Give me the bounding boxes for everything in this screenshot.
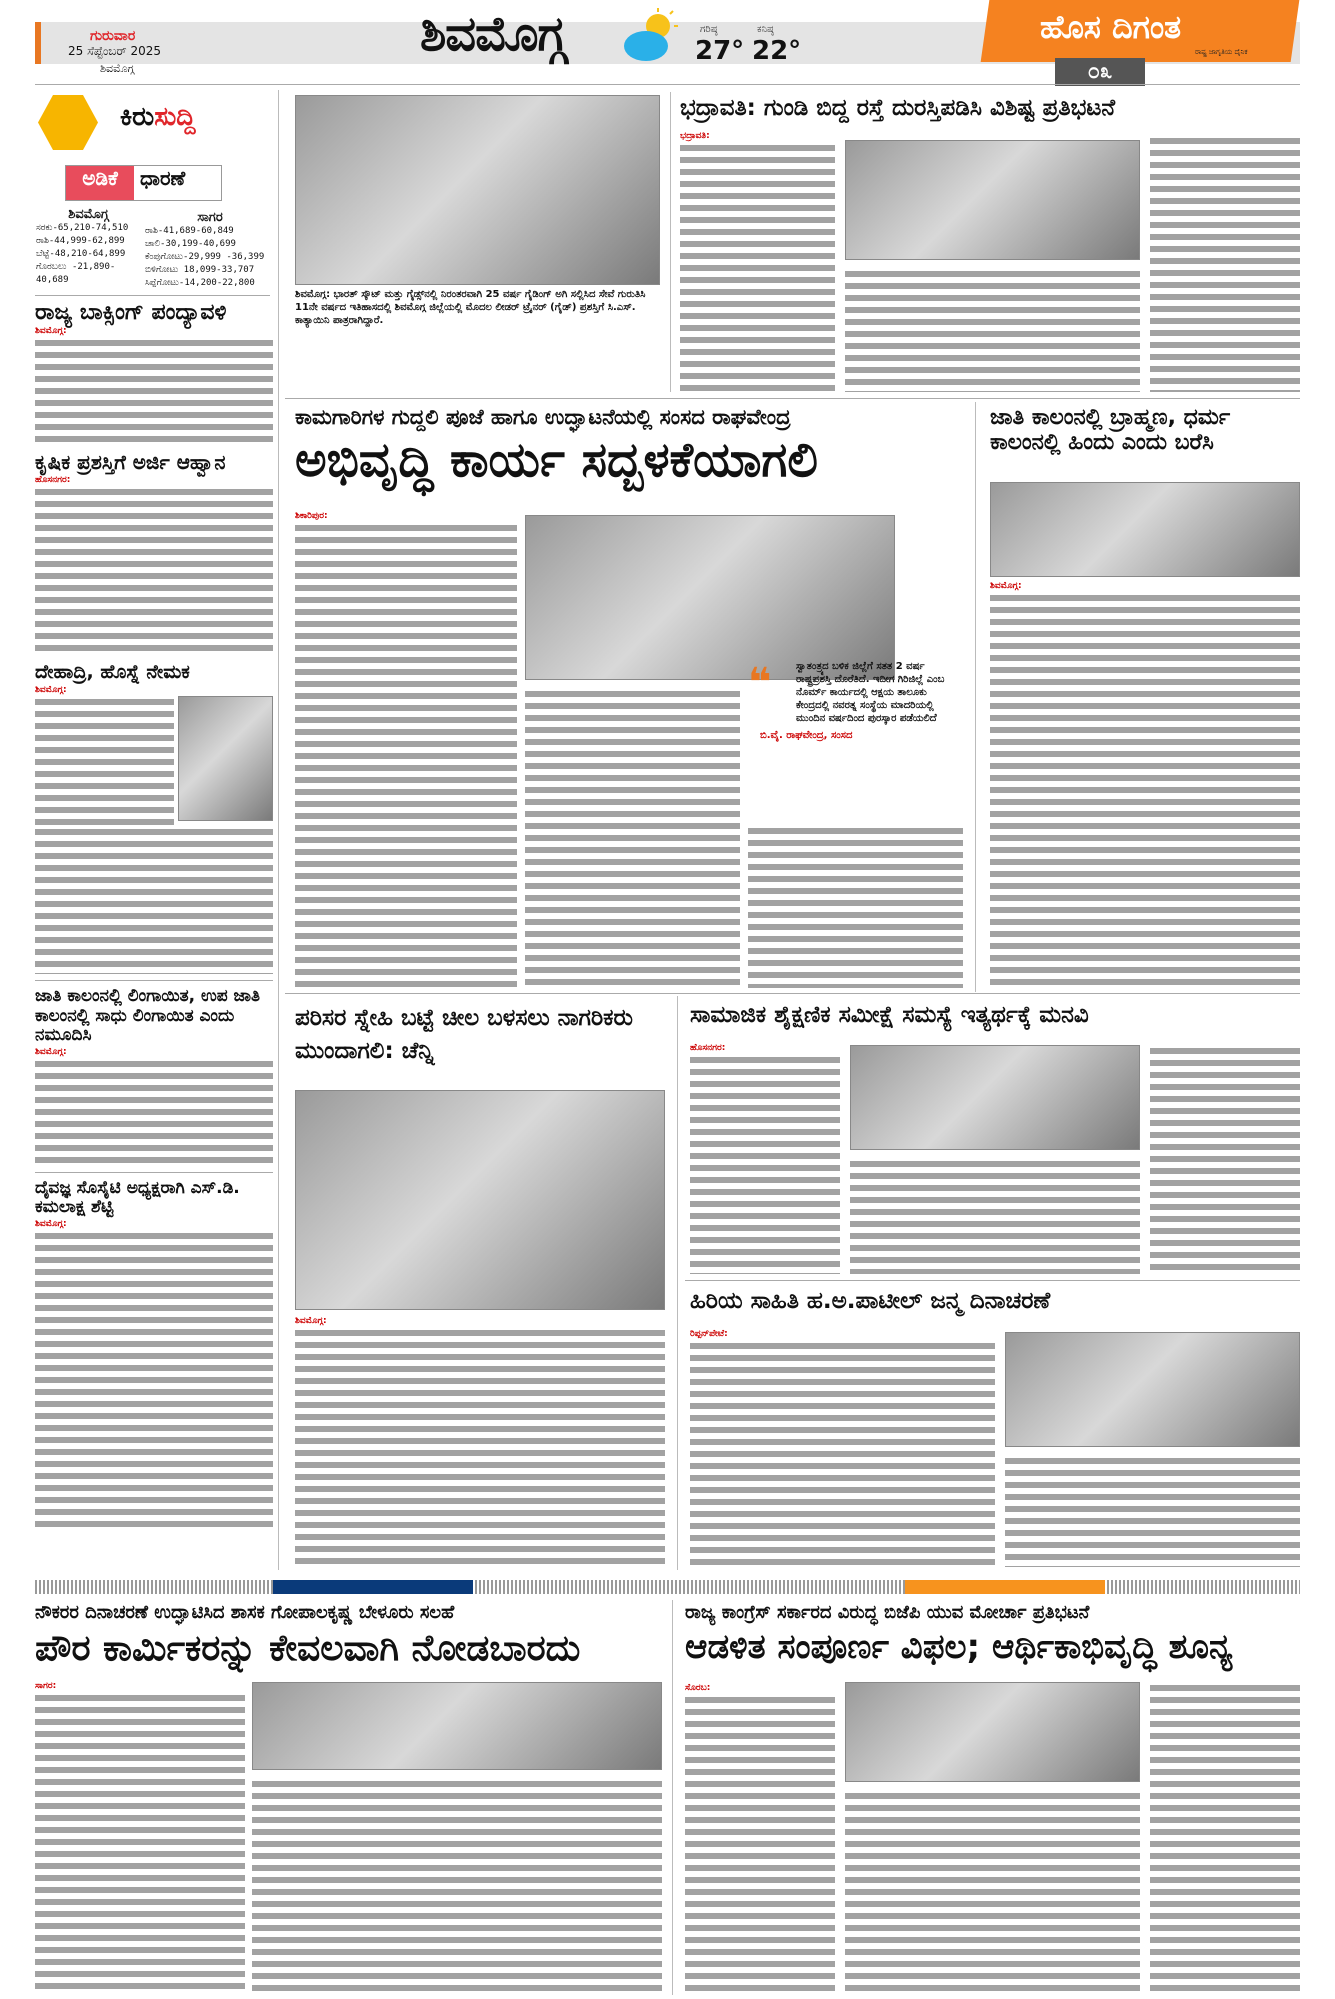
dateline: ಭದ್ರಾವತಿ: [680,131,710,141]
story-headline: ಜಾತಿ ಕಾಲಂನಲ್ಲಿ ಬ್ರಾಹ್ಮಣ, ಧರ್ಮ ಕಾಲಂನಲ್ಲಿ ಹಿಂದು ಎಂದು ಬರೆಸಿ [990,405,1231,456]
story-body [690,1340,995,1567]
story-headline: ಸಾಮಾಜಿಕ ಶೈಕ್ಷಣಿಕ ಸಮೀಕ್ಷೆ ಸಮಸ್ಯೆ ಇತ್ಯರ್ಥಕ್ಕೆ ಮನವಿ [690,1002,1089,1028]
dateline: ಸೊರಬ: [685,1683,711,1693]
price-row: ಬಿಳಿಗೋಟು 18,099-33,707 [145,265,255,275]
price-row: ರಾಶಿ-44,999-62,899 [36,236,125,246]
dateline: ಶಿವಮೊಗ್ಗ: [35,326,67,337]
column-divider [278,90,279,1570]
column-divider [670,92,671,392]
divider [285,398,1300,399]
dateline: ಶಿವಮೊಗ್ಗ: [35,685,67,696]
price-row: ಸಿಪ್ಪೆಗೋಟು-14,200-22,800 [145,278,255,288]
story-body [680,142,835,392]
story-body [1005,1455,1300,1567]
story-body [252,1778,662,1992]
protest-photo [845,140,1140,260]
max-temp: 27° [695,36,745,66]
story-body [1150,1682,1300,1992]
price-row: ರಾಶಿ-41,689-60,849 [145,226,234,236]
sagara-prices [145,210,275,290]
memorandum-photo [850,1045,1140,1150]
pourakarmika-photo [252,1682,662,1770]
kirusuddi-logo [120,102,195,133]
edition-title: ಶಿವಮೊಗ್ಗ [420,6,566,62]
section-strip [35,1580,1300,1594]
shivamogga-prices [36,207,141,287]
logo-part: ಕಿರು [120,102,155,132]
story-body [990,592,1300,988]
story-headline: ದೈವಜ್ಞ ಸೊಸೈಟಿ ಅಧ್ಯಕ್ಷರಾಗಿ ಎಸ್.ಡಿ. ಕಮಲಾಕ್ಷ ಶೆಟ್ಟಿ [35,1177,240,1218]
dateline: ಸಾಗರ: [35,1681,57,1691]
brand-tagline: ರಾಷ್ಟ್ರ ಜಾಗೃತಿಯ ದೈನಿಕ [1195,48,1248,56]
issue-date: 25 ಸೆಪ್ಟೆಂಬರ್ 2025 [68,44,162,58]
story-headline: ಕೃಷಿಕ ಪ್ರಶಸ್ತಿಗೆ ಅರ್ಜಿ ಆಹ್ವಾನ [35,450,226,475]
story-headline: ಭದ್ರಾವತಿ: ಗುಂಡಿ ಬಿದ್ದ ರಸ್ತೆ ದುರಸ್ತಿಪಡಿಸಿ ವಿಶಿಷ್ಟ ಪ್ರತಿಭಟನೆ [680,95,1116,121]
story-body [35,337,273,445]
column-divider [975,402,976,992]
price-row: ಗೊರಬಲು -21,890-40,689 [36,262,116,285]
brand-logo: ಹೊಸ ದಿಗಂತ [1040,8,1182,46]
market-title: ಶಿವಮೊಗ್ಗ [68,207,109,222]
price-row: ಸರಕು-65,210-74,510 [36,223,129,233]
market-title: ಸಾಗರ [197,210,223,225]
edition-city: ಶಿವಮೊಗ್ಗ [100,62,135,75]
dateline: ಶಿವಮೊಗ್ಗ: [35,1218,67,1229]
divider [35,295,270,296]
story-body [845,1790,1140,1992]
price-row: ಚಾಲಿ-30,199-40,699 [145,239,236,249]
column-divider [672,1600,673,1995]
weekday: ಗುರುವಾರ [90,28,136,44]
divider [285,993,1300,994]
weather-icon [620,8,680,63]
story-headline: ಪರಿಸರ ಸ್ನೇಹಿ ಬಟ್ಟೆ ಚೀಲ ಬಳಸಲು ನಾಗರಿಕರು ಮುಂದಾಗಲಿ: ಚೆನ್ನಿ [295,1005,633,1065]
column-divider [677,996,678,1570]
story-body [690,1054,840,1274]
story-kicker: ಕಾಮಗಾರಿಗಳ ಗುದ್ದಲಿ ಪೂಜೆ ಹಾಗೂ ಉದ್ಘಾಟನೆಯಲ್ಲಿ ಸಂಸದ ರಾಘವೇಂದ್ರ [295,405,791,429]
max-temp-label: ಗರಿಷ್ಠ [700,24,718,35]
dateline: ರಿಪ್ಪನ್‌ಪೇಟೆ: [690,1329,728,1339]
inauguration-photo [525,515,895,680]
story-headline: ಅಭಿವೃದ್ಧಿ ಕಾರ್ಯ ಸದ್ಬಳಕೆಯಾಗಲಿ [295,432,818,488]
divider [35,980,273,981]
photo-caption: ಶಿವಮೊಗ್ಗ: ಭಾರತ್ ಸ್ಕೌಟ್ ಮತ್ತು ಗೈಡ್ಸ್‌ನಲ್ಲಿ ನಿರಂತರವಾಗಿ 25 ವರ್ಷ ಗೈಡಿಂಗ್ ಅಗಿ ಸಲ್ಲಿಸಿದ ಸೇವೆ ಗುರುತಿಸಿ 11ನೇ ವರ್ಷದ ಇತಿಹಾಸದಲ್ಲಿ ಶಿವಮೊಗ್ಗ ಜಿಲ್ಲೆಯಲ್ಲಿ ಮೊದಲ ಲೀಡರ್ ಟ್ರೈನರ್ (ಗೈಡ್) ಪ್ರಶಸ್ತಿಗೆ ಸಿ.ಎಸ್. ಕಾತ್ಯಾಯಿನಿ ಪಾತ್ರರಾಗಿದ್ದಾರೆ. [295,289,646,326]
story-body [525,688,740,988]
dateline: ಶಿಕಾರಿಪುರ: [295,511,328,521]
story-headline: ದೇಹಾದ್ರಿ, ಹೊಸ್ನೆ ನೇಮಕ [35,661,190,684]
story-body [845,268,1140,392]
birth-anniversary-photo [1005,1332,1300,1447]
story-body [1150,135,1300,392]
portrait-photo [178,696,273,821]
story-body [35,826,273,974]
dateline: ಶಿವಮೊಗ್ಗ: [295,1316,327,1326]
page-number: ೦೩ [1055,58,1145,86]
price-label: ಧಾರಣೆ [140,166,186,190]
logo-part: ಸುದ್ದಿ [154,102,196,132]
price-row: ಕೆಂಪುಗೋಟು-29,999 -36,399 [145,252,265,262]
story-body [850,1158,1140,1274]
min-temp-label: ಕನಿಷ್ಠ [757,24,774,35]
pointing-hand-icon [38,95,98,150]
quote-box [748,660,963,815]
story-body [295,1327,665,1567]
divider [685,1280,1300,1281]
story-kicker: ನೌಕರರ ದಿನಾಚರಣೆ ಉದ್ಘಾಟಿಸಿದ ಶಾಸಕ ಗೋಪಾಲಕೃಷ್ಣ ಬೇಳೂರು ಸಲಹೆ [35,1602,455,1623]
pull-quote: ಸ್ವಾತಂತ್ರ್ಯದ ಬಳಿಕ ಜಿಲ್ಲೆಗೆ ಸತತ 2 ವರ್ಷ ರಾಷ್ಟ್ರಪ್ರಶಸ್ತಿ ದೊರೆತಿದೆ. ಇದೀಗ ಗಿರಿಜಿಲ್ಲೆ ಎಂಬ ನೊರ್ಮ್ ಕಾರ್ಯದಲ್ಲಿ ಆಕ್ಷಯ ತಾಲೂಕು ಕೇಂದ್ರದಲ್ಲಿ ನವರತ್ನ ಸಂಸ್ಥೆಯ ಮಾದರಿಯಲ್ಲಿ ಮುಂದಿನ ವರ್ಷದಿಂದ ಪುರಸ್ಕಾರ ಪಡೆಯಲಿದೆ [796,661,945,724]
story-body [35,696,174,826]
dateline: ಶಿವಮೊಗ್ಗ: [990,581,1022,591]
cloth-bag-campaign-photo [295,1090,665,1310]
story-headline: ಜಾತಿ ಕಾಲಂನಲ್ಲಿ ಲಿಂಗಾಯಿತ, ಉಪ ಜಾತಿ ಕಾಲಂನಲ್ಲಿ ಸಾಧು ಲಿಂಗಾಯಿತ ಎಂದು ನಮೂದಿಸಿ [35,986,260,1046]
divider [35,1172,273,1173]
story-headline: ಆಡಳಿತ ಸಂಪೂರ್ಣ ವಿಫಲ; ಆರ್ಥಿಕಾಭಿವೃದ್ಧಿ ಶೂನ್ಯ [685,1627,1233,1667]
quote-attribution: ಬಿ.ವೈ. ರಾಘವೇಂದ್ರ, ಸಂಸದ [760,730,853,741]
story-body [35,486,273,654]
price-row: ಬೆಟ್ಟೆ-48,210-64,899 [36,249,126,259]
story-body [685,1694,835,1992]
story-body [748,825,963,988]
story-body [35,1692,245,1992]
story-kicker: ರಾಜ್ಯ ಕಾಂಗ್ರೆಸ್ ಸರ್ಕಾರದ ವಿರುದ್ಧ ಬಿಜೆಪಿ ಯುವ ಮೋರ್ಚಾ ಪ್ರತಿಭಟನೆ [685,1602,1090,1623]
min-temp: 22° [752,36,802,66]
dateline: ಹೊಸನಗರ: [35,475,71,486]
quote-icon: ❝ [748,660,772,706]
areca-price-box [65,165,222,201]
strip-accent-orange [905,1580,1105,1594]
story-body [35,1058,273,1166]
scouts-award-photo [295,95,660,285]
bjp-protest-photo [845,1682,1140,1782]
story-body [35,1230,273,1530]
story-headline: ರಾಜ್ಯ ಬಾಕ್ಸಿಂಗ್ ಪಂದ್ಯಾವಳಿ [35,300,227,325]
left-column-stories [35,300,273,1530]
header-divider [35,84,1300,85]
press-meet-photo [990,482,1300,577]
strip-accent-blue [273,1580,473,1594]
story-body [1150,1045,1300,1274]
areca-label: ಅಡಿಕೆ [66,166,134,200]
dateline: ಶಿವಮೊಗ್ಗ: [35,1046,67,1057]
story-body [295,522,517,987]
dateline: ಹೊಸನಗರ: [690,1043,726,1053]
story-headline: ಹಿರಿಯ ಸಾಹಿತಿ ಹ.ಅ.ಪಾಟೀಲ್ ಜನ್ಮ ದಿನಾಚರಣೆ [690,1288,1051,1314]
story-headline: ಪೌರ ಕಾರ್ಮಿಕರನ್ನು ಕೇವಲವಾಗಿ ನೋಡಬಾರದು [35,1628,581,1669]
